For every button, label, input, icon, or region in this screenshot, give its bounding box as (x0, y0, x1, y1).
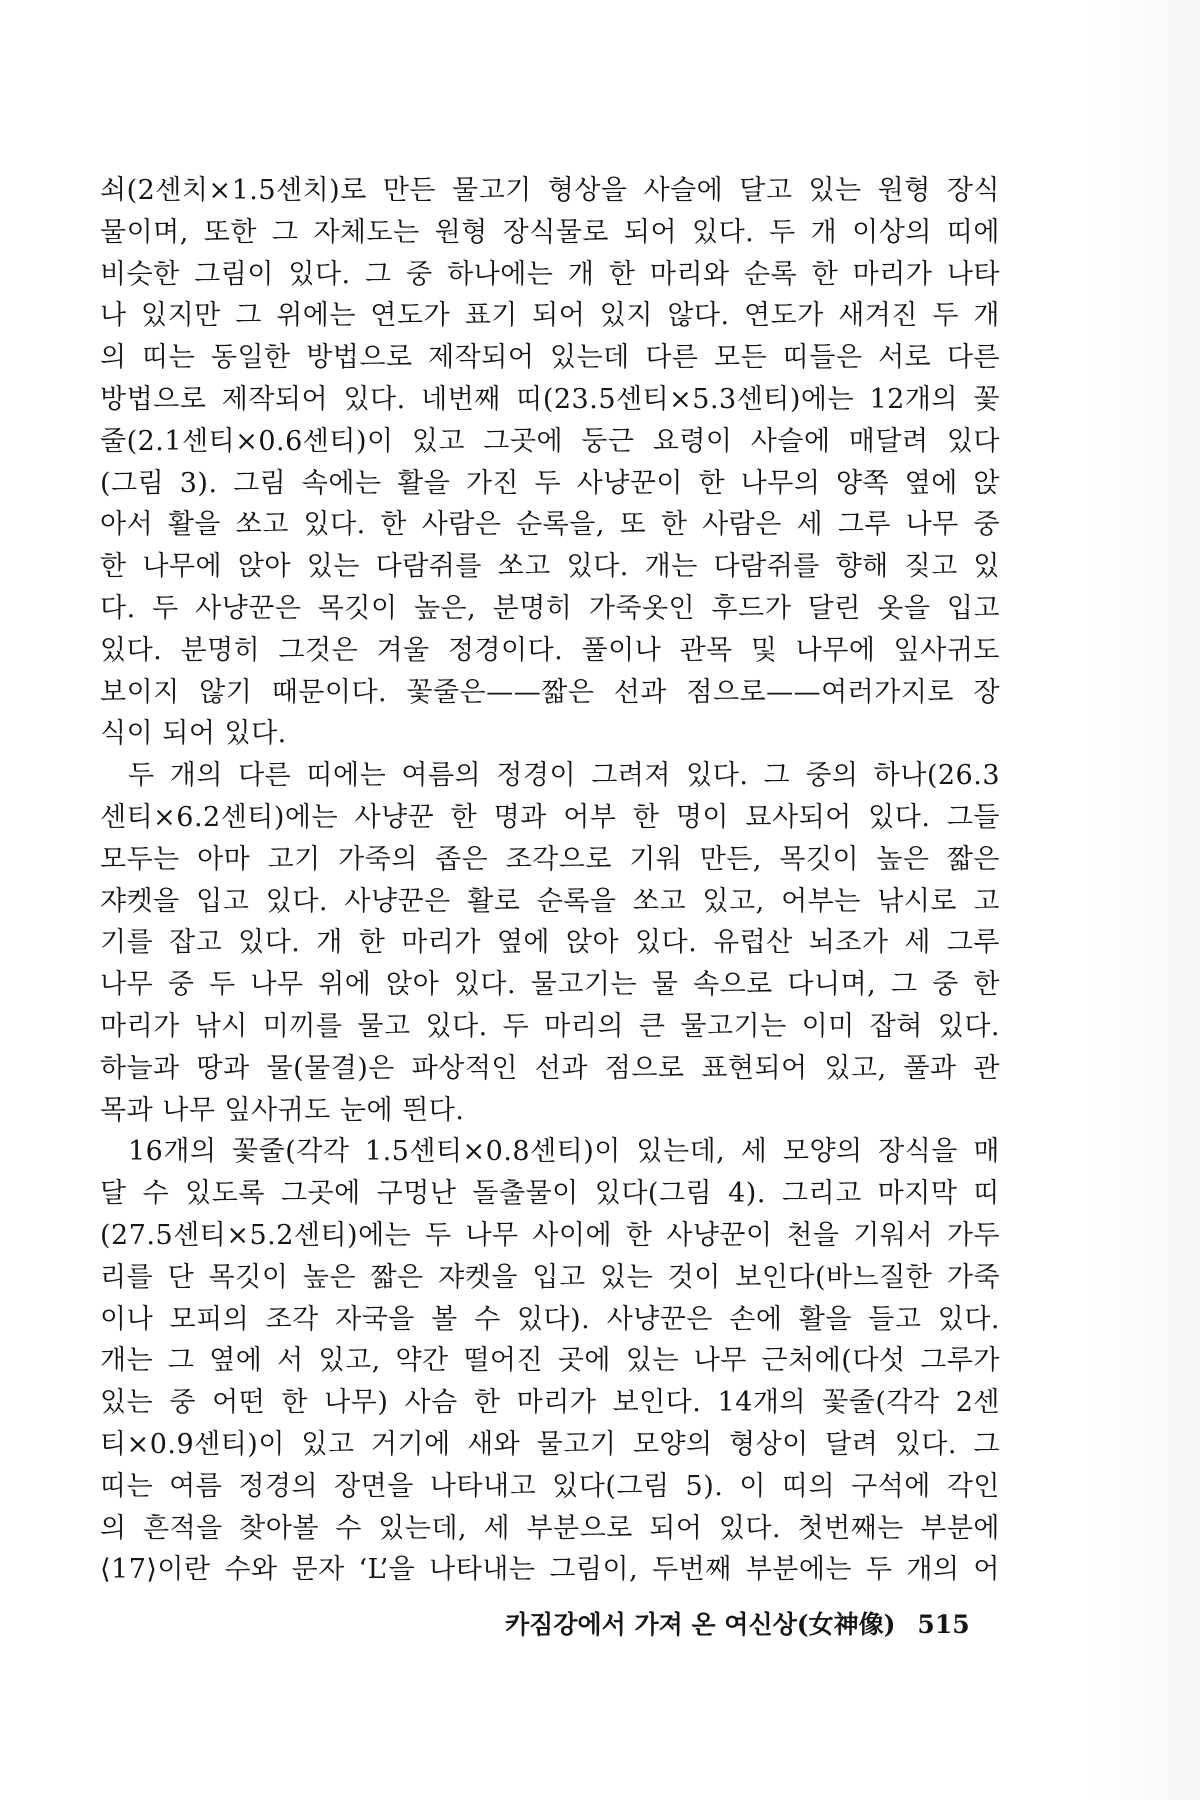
page-number: 515 (917, 1610, 970, 1639)
body-text (100, 170, 1000, 1591)
body-line: 하늘과 땅과 물(물결)은 파상적인 선과 점으로 표현되어 있고, 풀과 관 (100, 1052, 1000, 1084)
body-line: 방법으로 제작되어 있다. 네번째 띠(23.5센티×5.3센티)에는 12개의 꽃 (100, 383, 1000, 415)
body-line: 물이며, 또한 그 자체도는 원형 장식물로 되어 있다. 두 개 이상의 띠에 (100, 216, 1000, 248)
body-line: 나 있지만 그 위에는 연도가 표기 되어 있지 않다. 연도가 새겨진 두 개 (100, 300, 1000, 332)
body-line: 보이지 않기 때문이다. 꽃줄은——짧은 선과 점으로——여러가지로 장 (100, 676, 1000, 708)
body-line: 기를 잡고 있다. 개 한 마리가 옆에 앉아 있다. 유럽산 뇌조가 세 그루 (100, 927, 1000, 959)
body-line: 티×0.9센티)이 있고 거기에 새와 물고기 모양의 형상이 달려 있다. 그 (100, 1428, 1000, 1460)
body-line: 있다. 분명히 그것은 겨울 정경이다. 풀이나 관목 및 나무에 잎사귀도 (100, 634, 1000, 666)
body-line: 비슷한 그림이 있다. 그 중 하나에는 개 한 마리와 순록 한 마리가 나타 (100, 258, 1000, 290)
body-line: (그림 3). 그림 속에는 활을 가진 두 사냥꾼이 한 나무의 양쪽 옆에 앉 (100, 467, 1000, 499)
body-line: 의 흔적을 찾아볼 수 있는데, 세 부분으로 되어 있다. 첫번째는 부분에 (100, 1512, 1000, 1544)
body-line: 쟈켓을 입고 있다. 사냥꾼은 활로 순록을 쏘고 있고, 어부는 낚시로 고 (100, 885, 1001, 917)
paragraph-start-line: 16개의 꽃줄(각각 1.5센티×0.8센티)이 있는데, 세 모양의 장식을 매 (128, 1136, 1000, 1168)
page-footer (505, 1605, 1000, 1641)
body-line: 모두는 아마 고기 가죽의 좁은 조각으로 기워 만든, 목깃이 높은 짧은 (100, 843, 1000, 875)
body-line: 리를 단 목깃이 높은 짧은 쟈켓을 입고 있는 것이 보인다(바느질한 가죽 (100, 1261, 1000, 1293)
body-line: 있는 중 어떤 한 나무) 사슴 한 마리가 보인다. 14개의 꽃줄(각각 2센 (100, 1387, 1000, 1419)
body-line: 한 나무에 앉아 있는 다람쥐를 쏘고 있다. 개는 다람쥐를 향해 짖고 있 (100, 551, 1000, 583)
body-line: 다. 두 사냥꾼은 목깃이 높은, 분명히 가죽옷인 후드가 달린 옷을 입고 (100, 592, 1000, 624)
body-line: (27.5센티×5.2센티)에는 두 나무 사이에 한 사냥꾼이 천을 기워서 가두 (100, 1219, 1000, 1251)
body-line: 이나 모피의 조각 자국을 볼 수 있다). 사냥꾼은 손에 활을 들고 있다. (100, 1303, 1000, 1335)
page-edge-shadow (1090, 0, 1200, 1800)
body-line: 나무 중 두 나무 위에 앉아 있다. 물고기는 물 속으로 다니며, 그 중 한 (100, 969, 1000, 1001)
body-line: 쇠(2센치×1.5센치)로 만든 물고기 형상을 사슬에 달고 있는 원형 장식 (100, 175, 1000, 206)
body-line: 목과 나무 잎사귀도 눈에 띈다. (100, 1094, 465, 1126)
body-line: 의 띠는 동일한 방법으로 제작되어 있는데 다른 모든 띠들은 서로 다른 (100, 342, 1000, 374)
running-title: 카짐강에서 가져 온 여신상(女神像) (505, 1610, 896, 1639)
body-line: 마리가 낚시 미끼를 물고 있다. 두 마리의 큰 물고기는 이미 잡혀 있다. (100, 1010, 1000, 1042)
body-line: 센티×6.2센티)에는 사냥꾼 한 명과 어부 한 명이 묘사되어 있다. 그들 (100, 801, 1000, 833)
body-line: 띠는 여름 정경의 장면을 나타내고 있다(그림 5). 이 띠의 구석에 각인 (100, 1470, 1000, 1502)
body-line: 식이 되어 있다. (100, 718, 287, 750)
body-line: 줄(2.1센티×0.6센티)이 있고 그곳에 둥근 요령이 사슬에 매달려 있다 (100, 425, 1000, 457)
paragraph-start-line: 두 개의 다른 띠에는 여름의 정경이 그려져 있다. 그 중의 하나(26.3 (128, 760, 1000, 792)
body-line: 아서 활을 쏘고 있다. 한 사람은 순록을, 또 한 사람은 세 그루 나무 중 (100, 509, 1000, 541)
body-line: 달 수 있도록 그곳에 구멍난 돌출물이 있다(그림 4). 그리고 마지막 띠 (100, 1178, 1000, 1210)
body-line: ⟨17⟩이란 수와 문자 ‘L’을 나타내는 그림이, 두번째 부분에는 두 개의 어 (100, 1554, 1000, 1586)
body-line: 개는 그 옆에 서 있고, 약간 떨어진 곳에 있는 나무 근처에(다섯 그루가 (100, 1345, 1000, 1377)
